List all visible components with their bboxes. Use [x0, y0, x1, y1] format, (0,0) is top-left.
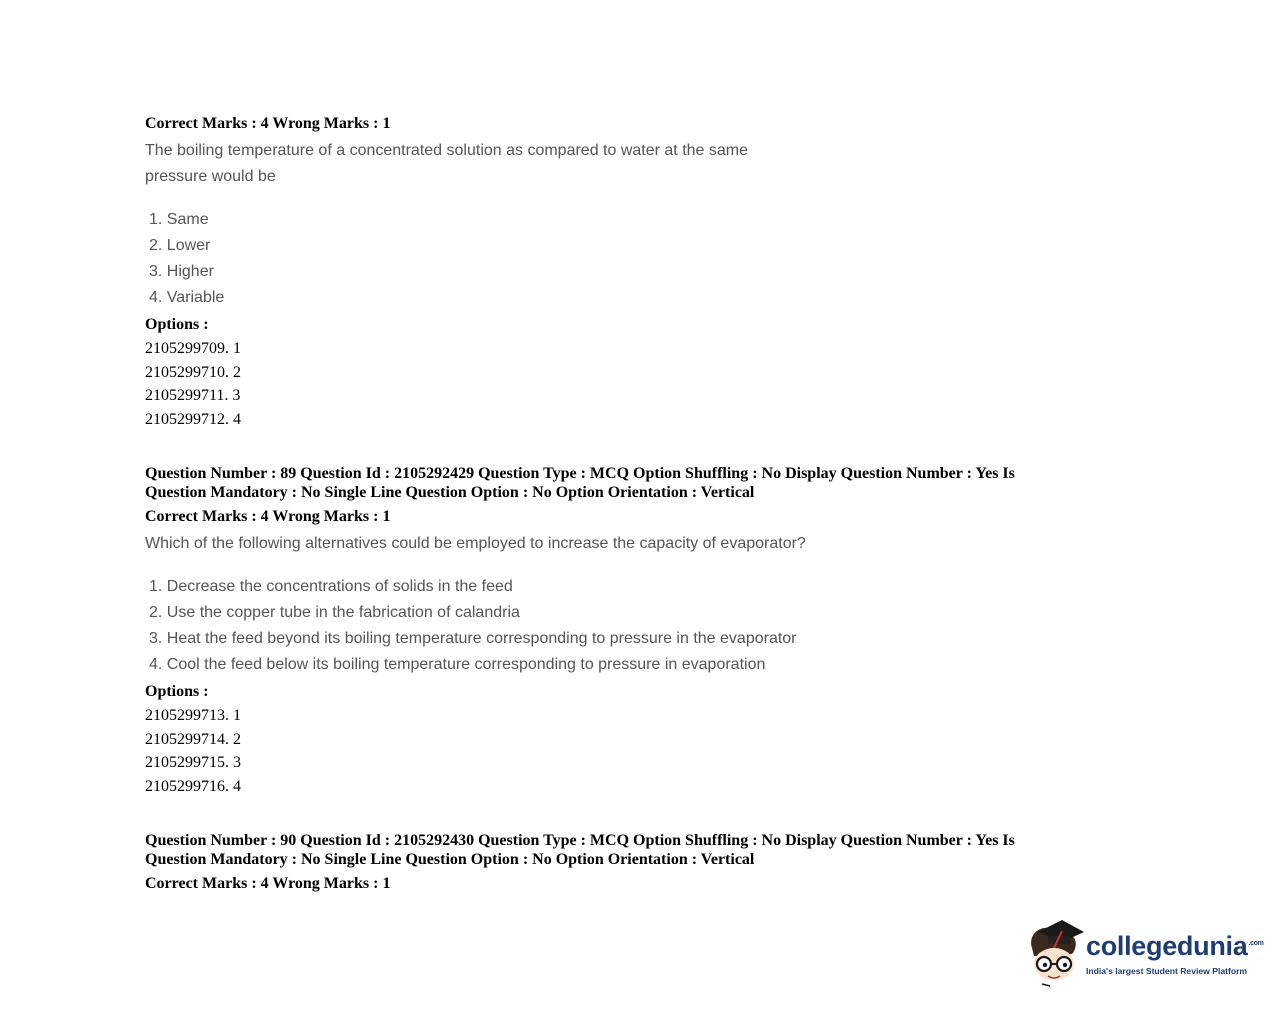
option-code: 2105299714. 2: [145, 730, 241, 748]
question-text: [145, 138, 748, 190]
collegedunia-logo: [1024, 918, 1264, 990]
question-text-line: The boiling temperature of a concentrated solution as compared to water at the same: [145, 142, 749, 159]
option-code: 2105299712. 4: [145, 411, 241, 429]
answer-choice: 2. Lower: [149, 237, 211, 254]
mascot-icon: [1024, 918, 1086, 990]
answer-choice: 3. Higher: [149, 263, 214, 280]
answer-choice: 3. Heat the feed beyond its boiling temperature corresponding to pressure in the evaporator: [149, 630, 797, 647]
option-code: 2105299710. 2: [145, 363, 241, 381]
answer-choice: 1. Same: [149, 211, 209, 228]
question-meta-line: Question Number : 89 Question Id : 2105292429 Question Type : MCQ Option Shuffling : No Display Question Number : Yes Is: [145, 465, 1015, 482]
question-meta: [145, 831, 1105, 869]
logo-wordmark: collegedunia$^{.com}$: [1086, 931, 1264, 961]
answer-choices: [149, 574, 797, 678]
option-code: 2105299716. 4: [145, 778, 241, 796]
marks-line: Correct Marks : 4 Wrong Marks : 1: [145, 875, 391, 892]
option-code: 2105299713. 1: [145, 707, 241, 724]
option-codes: [145, 337, 241, 432]
option-code: 2105299711. 3: [145, 387, 241, 405]
option-code: 2105299709. 1: [145, 340, 241, 357]
question-text: Which of the following alternatives could be employed to increase the capacity of evaporator?: [145, 535, 806, 552]
logo-tagline: India's largest Student Review Platform: [1086, 966, 1248, 976]
question-meta-line: Question Mandatory : No Single Line Question Option : No Option Orientation : Vertical: [145, 851, 755, 868]
question-text-line: pressure would be: [145, 168, 276, 185]
options-label: Options :: [145, 683, 209, 700]
marks-line: Correct Marks : 4 Wrong Marks : 1: [145, 115, 391, 132]
answer-choice: 1. Decrease the concentrations of solids in the feed: [149, 578, 513, 595]
option-code: 2105299715. 3: [145, 754, 241, 772]
question-meta-line: Question Number : 90 Question Id : 2105292430 Question Type : MCQ Option Shuffling : No Display Question Number : Yes Is: [145, 832, 1015, 849]
answer-choice: 4. Cool the feed below its boiling temperature corresponding to pressure in evaporation: [149, 656, 766, 673]
question-meta: [145, 464, 1105, 502]
answer-choices: [149, 207, 224, 311]
question-meta-line: Question Mandatory : No Single Line Question Option : No Option Orientation : Vertical: [145, 484, 755, 501]
answer-choice: 4. Variable: [149, 289, 225, 306]
marks-line: Correct Marks : 4 Wrong Marks : 1: [145, 508, 391, 525]
answer-choice: 2. Use the copper tube in the fabrication of calandria: [149, 604, 520, 621]
options-label: Options :: [145, 316, 209, 333]
option-codes: [145, 704, 241, 799]
